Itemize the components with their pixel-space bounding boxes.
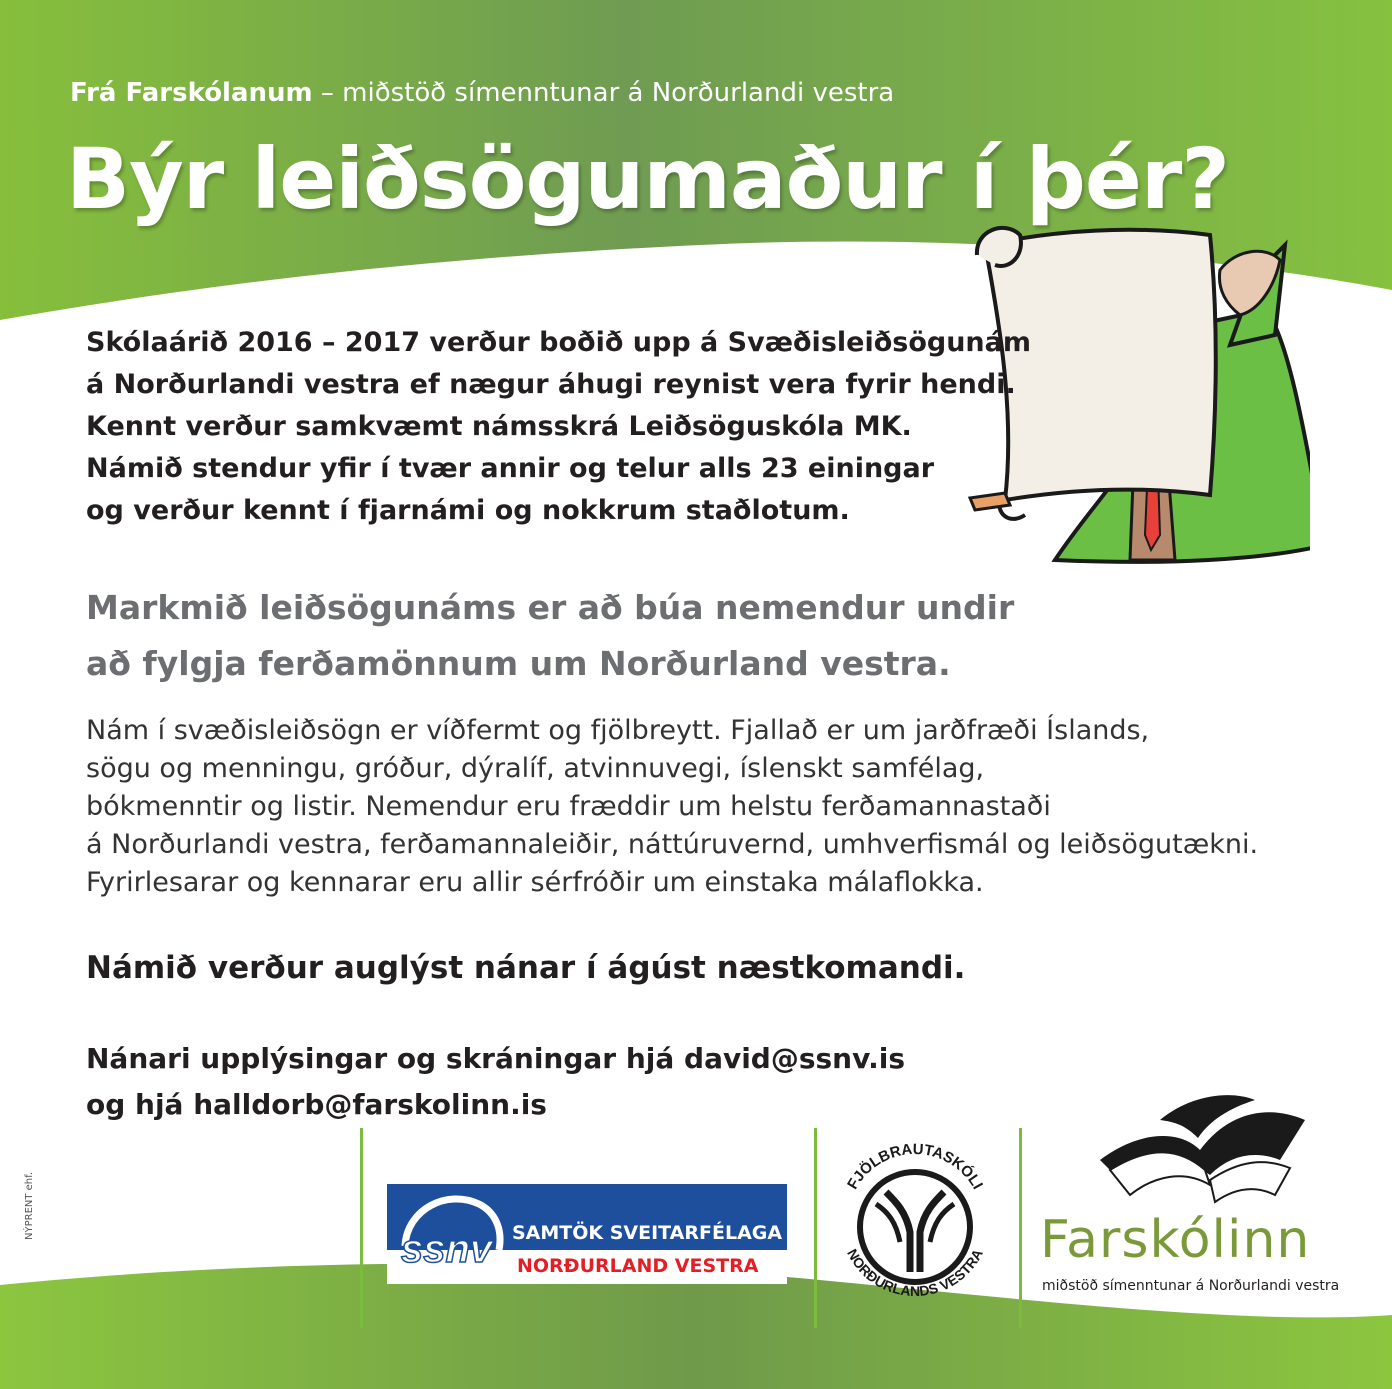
ssnv-mark-text: ssnv (401, 1227, 493, 1271)
description-line: bókmenntir og listir. Nemendur eru fræddir um helstu ferðamannastaði (86, 791, 1051, 822)
ssnv-logo (387, 1184, 787, 1284)
open-book-icon (1080, 1090, 1310, 1210)
contact-line-halldor: og hjá halldorb@farskolinn.is (86, 1088, 547, 1121)
farskolinn-wordmark: Farskólinn (1040, 1210, 1311, 1270)
intro-line: á Norðurlandi vestra ef nægur áhugi reynist vera fyrir hendi. (86, 369, 1016, 400)
goal-line: að fylgja ferðamönnum um Norðurland vestra. (86, 644, 951, 683)
intro-line: og verður kennt í fjarnámi og nokkrum staðlotum. (86, 495, 850, 526)
goal-statement (86, 580, 1014, 692)
ssnv-name-line2: NORÐURLAND VESTRA (517, 1255, 759, 1277)
page-title: Býr leiðsögumaður í þér? (66, 130, 1230, 228)
goal-line: Markmið leiðsögunáms er að búa nemendur undir (86, 588, 1015, 627)
logo-divider (360, 1128, 363, 1328)
logo-divider (1019, 1128, 1022, 1328)
description-line: Fyrirlesarar og kennarar eru allir sérfróðir um einstaka málaflokka. (86, 867, 984, 898)
description-line: Nám í svæðisleiðsögn er víðfermt og fjölbreytt. Fjallað er um jarðfræði Íslands, (86, 715, 1150, 746)
contact-line-david: Nánari upplýsingar og skráningar hjá david@ssnv.is (86, 1042, 905, 1075)
farskolinn-logo (1040, 1090, 1360, 1310)
svg-text:FJÖLBRAUTASKÓLI (844, 1141, 986, 1192)
logo-divider (814, 1128, 817, 1328)
farskolinn-tagline: miðstöð símenntunar á Norðurlandi vestra (1042, 1278, 1340, 1294)
intro-paragraph (86, 322, 1031, 532)
intro-line: Kennt verður samkvæmt námsskrá Leiðsöguskóla MK. (86, 411, 912, 442)
fjolbrautaskoli-logo (826, 1132, 1004, 1310)
contact-info (86, 1036, 905, 1128)
kicker-organisation: Frá Farskólanum (70, 78, 313, 108)
header-kicker (70, 78, 894, 108)
kicker-subtitle: – miðstöð símenntunar á Norðurlandi vestra (312, 78, 895, 108)
announcement: Námið verður auglýst nánar í ágúst næstkomandi. (86, 950, 966, 986)
printer-credit: NÝPRENT ehf. (24, 1171, 35, 1240)
fjolbraut-top-text: FJÖLBRAUTASKÓLI (844, 1140, 986, 1193)
ssnv-name-line1: SAMTÖK SVEITARFÉLAGA (512, 1222, 783, 1244)
description-line: sögu og menningu, gróður, dýralíf, atvinnuvegi, íslenskt samfélag, (86, 753, 985, 784)
description-line: á Norðurlandi vestra, ferðamannaleiðir, náttúruvernd, umhverfismál og leiðsögutækni. (86, 829, 1259, 860)
fjolbraut-bottom-text: NORÐURLANDS VESTRA (844, 1246, 986, 1299)
intro-line: Námið stendur yfir í tvær annir og telur alls 23 einingar (86, 453, 935, 484)
description-paragraph (86, 712, 1258, 902)
ssnv-mark-icon (387, 1184, 512, 1284)
intro-line: Skólaárið 2016 – 2017 verður boðið upp á Svæðisleiðsögunám (86, 327, 1031, 358)
